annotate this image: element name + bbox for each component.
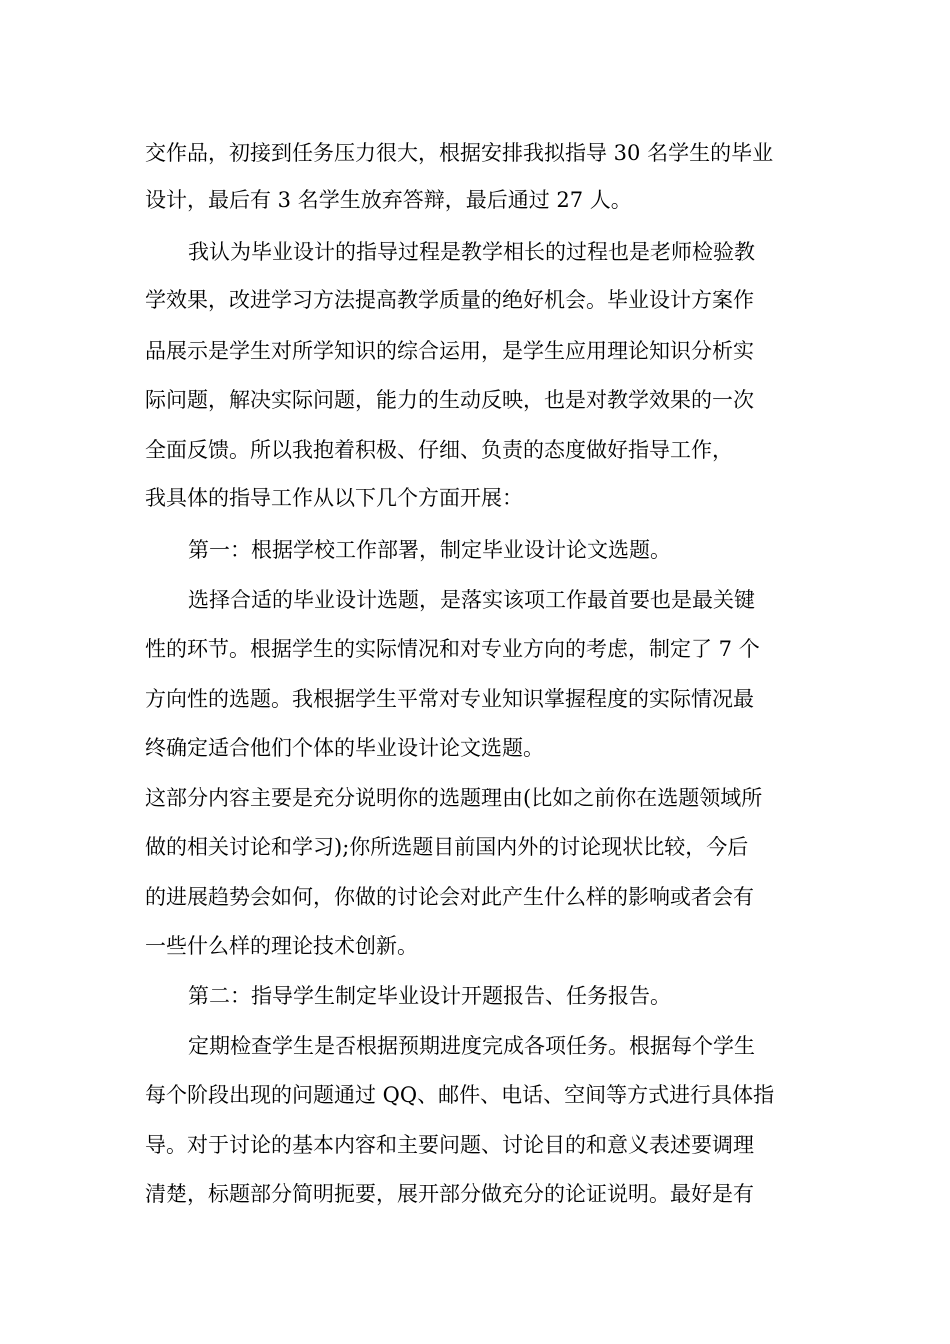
text-line: 每个阶段出现的问题通过 QQ、邮件、电话、空间等方式进行具体指 bbox=[145, 1083, 775, 1107]
text-line: 品展示是学生对所学知识的综合运用，是学生应用理论知识分析实 bbox=[145, 339, 754, 363]
text-line: 终确定适合他们个体的毕业设计论文选题。 bbox=[145, 736, 544, 760]
text-line: 清楚，标题部分简明扼要，展开部分做充分的论证说明。最好是有 bbox=[145, 1182, 754, 1206]
text-line: 定期检查学生是否根据预期进度完成各项任务。根据每个学生 bbox=[188, 1034, 755, 1058]
text-line: 方向性的选题。我根据学生平常对专业知识掌握程度的实际情况最 bbox=[145, 687, 754, 711]
text-line: 际问题，解决实际问题，能力的生动反映，也是对教学效果的一次 bbox=[145, 388, 754, 412]
text-line: 第二：指导学生制定毕业设计开题报告、任务报告。 bbox=[188, 984, 671, 1008]
text-line: 学效果，改进学习方法提高教学质量的绝好机会。毕业设计方案作 bbox=[145, 288, 754, 312]
text-line: 导。对于讨论的基本内容和主要问题、讨论目的和意义表述要调理 bbox=[145, 1133, 754, 1157]
text-line: 全面反馈。所以我抱着积极、仔细、负责的态度做好指导工作， bbox=[145, 438, 733, 462]
text-line: 我具体的指导工作从以下几个方面开展： bbox=[145, 486, 523, 510]
text-line: 这部分内容主要是充分说明你的选题理由(比如之前你在选题领域所 bbox=[145, 786, 763, 810]
text-line: 的进展趋势会如何，你做的讨论会对此产生什么样的影响或者会有 bbox=[145, 885, 754, 909]
text-line: 交作品，初接到任务压力很大，根据安排我拟指导 30 名学生的毕业 bbox=[145, 141, 774, 165]
text-line: 第一：根据学校工作部署，制定毕业设计论文选题。 bbox=[188, 538, 671, 562]
text-line: 性的环节。根据学生的实际情况和对专业方向的考虑，制定了 7 个 bbox=[145, 637, 760, 661]
text-line: 一些什么样的理论技术创新。 bbox=[145, 934, 418, 958]
text-line: 选择合适的毕业设计选题，是落实该项工作最首要也是最关键 bbox=[188, 588, 755, 612]
text-line: 做的相关讨论和学习);你所选题目前国内外的讨论现状比较，今后 bbox=[145, 835, 749, 859]
text-line: 我认为毕业设计的指导过程是教学相长的过程也是老师检验教 bbox=[188, 240, 755, 264]
text-line: 设计，最后有 3 名学生放弃答辩，最后通过 27 人。 bbox=[145, 188, 632, 212]
